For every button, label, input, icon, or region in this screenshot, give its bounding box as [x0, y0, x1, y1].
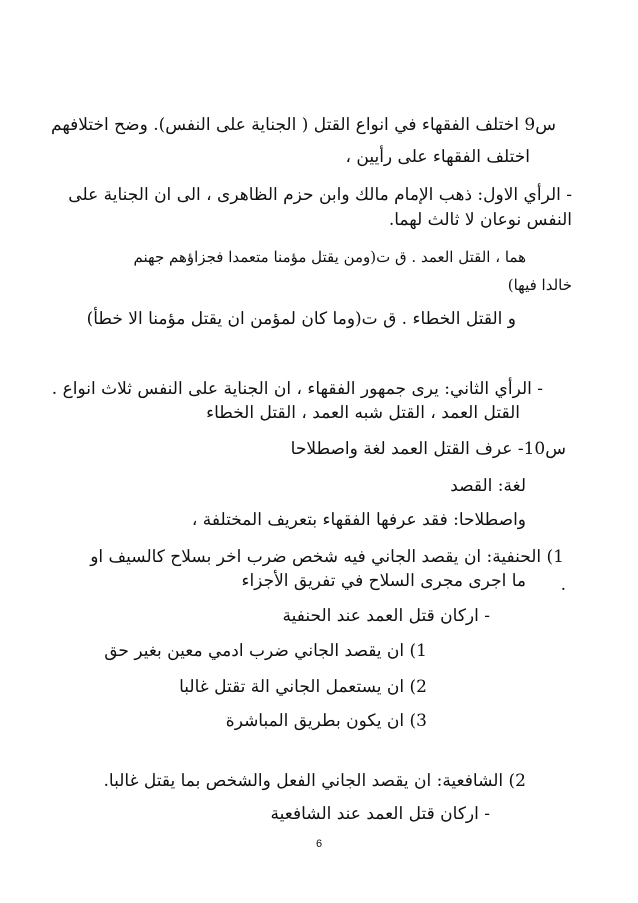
- mistaken-killing-verse: و القتل الخطاء . ق ت(وما كان لمؤمن ان يقتل مؤمنا الا خطأ): [86, 309, 516, 329]
- linguistic-definition: لغة: القصد: [450, 476, 526, 496]
- hanafi-pillar-3: 3) ان يكون بطريق المباشرة: [225, 711, 427, 731]
- shafii-pillars-heading: - اركان قتل العمد عند الشافعية: [270, 804, 490, 824]
- hanafi-pillars-heading: - اركان قتل العمد عند الحنفية: [282, 606, 490, 626]
- second-opinion-line: - الرأي الثاني: يرى جمهور الفقهاء ، ان الجناية على النفس ثلاث انواع .: [51, 379, 543, 399]
- three-types-line: القتل العمد ، القتل شبه العمد ، القتل الخطاء: [206, 403, 520, 423]
- hanafi-definition-continuation: ما اجرى مجرى السلاح في تفريق الأجزاء: [241, 571, 526, 591]
- first-opinion-continuation: النفس نوعان لا ثالث لهما.: [388, 210, 572, 230]
- stray-period: .: [560, 575, 566, 595]
- intentional-killing-verse: هما ، القتل العمد . ق ت(ومن يقتل مؤمنا متعمدا فجزاؤهم جهنم: [133, 248, 526, 266]
- question-9-heading: س9 اختلف الفقهاء في انواع القتل ( الجناية على النفس). وضح اختلافهم: [51, 115, 556, 135]
- question-10-heading: س10- عرف القتل العمد لغة واصطلاحا: [290, 439, 566, 459]
- page-number: 6: [315, 838, 323, 850]
- shafii-definition: 2) الشافعية: ان يقصد الجاني الفعل والشخص بما يقتل غالبا.: [103, 771, 526, 791]
- verse-continuation: خالدا فيها): [507, 276, 572, 294]
- hanafi-definition: 1) الحنفية: ان يقصد الجاني فيه شخص ضرب اخر بسلاح كالسيف او: [90, 547, 564, 567]
- first-opinion-line: - الرأي الاول: ذهب الإمام مالك وابن حزم الظاهرى ، الى ان الجناية على: [68, 185, 572, 205]
- two-opinions-line: اختلف الفقهاء على رأيين ،: [345, 147, 530, 167]
- hanafi-pillar-1: 1) ان يقصد الجاني ضرب ادمي معين بغير حق: [104, 641, 427, 661]
- technical-definition: واصطلاحا: فقد عرفها الفقهاء بتعريف المختلفة ،: [191, 510, 526, 530]
- hanafi-pillar-2: 2) ان يستعمل الجاني الة تقتل غالبا: [179, 677, 427, 697]
